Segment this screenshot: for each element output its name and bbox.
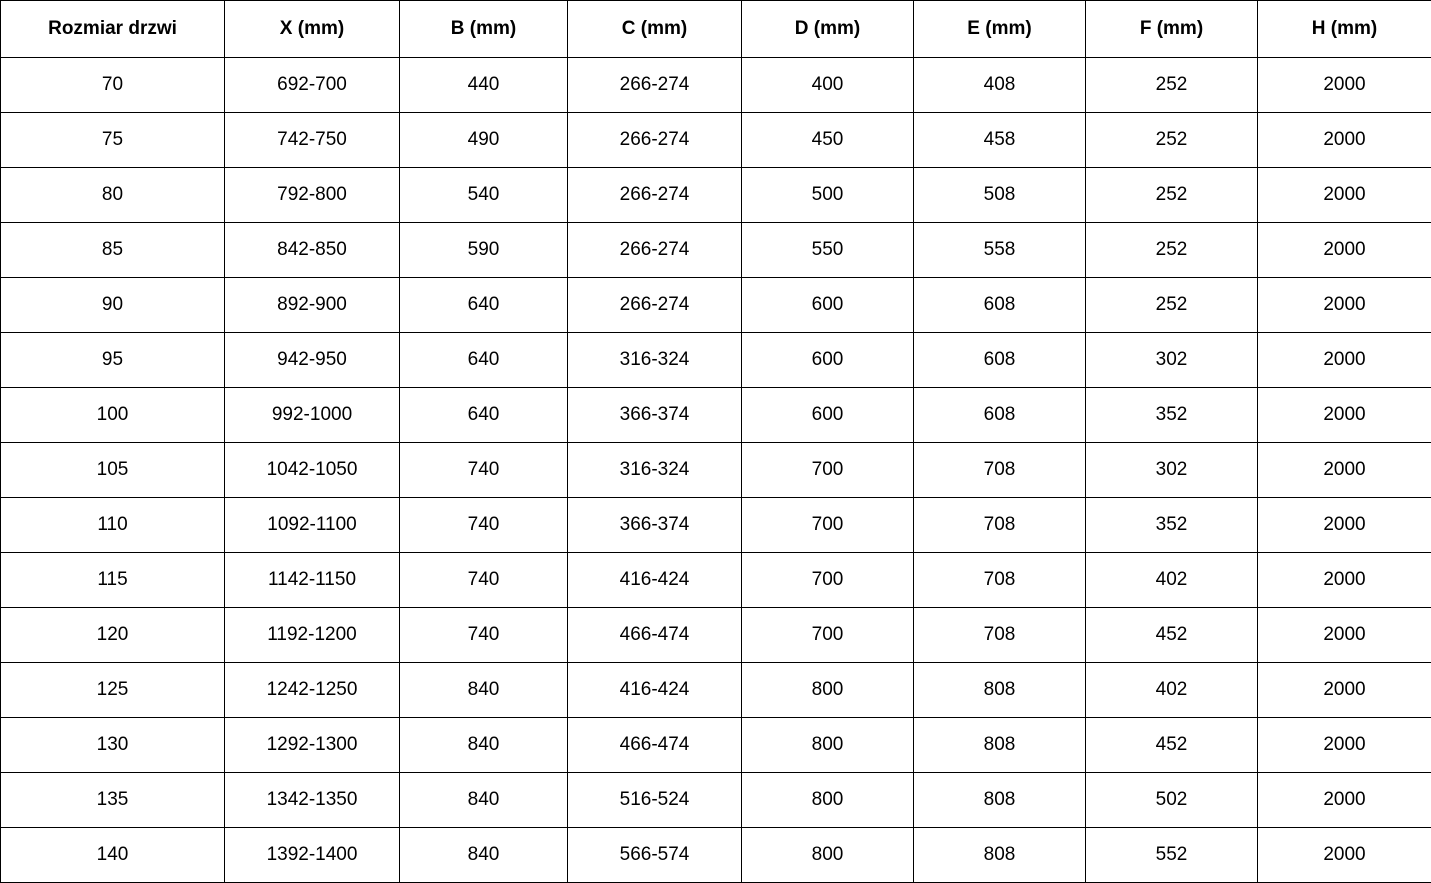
table-row <box>1 333 1431 388</box>
cell-door-size: 135 <box>1 773 225 828</box>
cell-c: 466-474 <box>568 608 742 663</box>
table-row <box>1 388 1431 443</box>
column-header-e: E (mm) <box>914 1 1086 58</box>
table-header-row <box>1 1 1431 58</box>
table-row <box>1 223 1431 278</box>
column-header-b: B (mm) <box>400 1 568 58</box>
cell-f: 502 <box>1086 773 1258 828</box>
cell-d: 550 <box>742 223 914 278</box>
cell-x: 1392-1400 <box>225 828 400 883</box>
cell-door-size: 85 <box>1 223 225 278</box>
cell-b: 840 <box>400 828 568 883</box>
table-row <box>1 168 1431 223</box>
cell-x: 842-850 <box>225 223 400 278</box>
cell-e: 808 <box>914 663 1086 718</box>
cell-c: 266-274 <box>568 223 742 278</box>
cell-h: 2000 <box>1258 553 1431 608</box>
cell-b: 840 <box>400 663 568 718</box>
table-row <box>1 498 1431 553</box>
cell-e: 608 <box>914 278 1086 333</box>
cell-d: 400 <box>742 58 914 113</box>
cell-h: 2000 <box>1258 168 1431 223</box>
cell-c: 416-424 <box>568 663 742 718</box>
cell-f: 252 <box>1086 223 1258 278</box>
cell-b: 840 <box>400 718 568 773</box>
cell-h: 2000 <box>1258 333 1431 388</box>
cell-c: 366-374 <box>568 498 742 553</box>
cell-d: 800 <box>742 828 914 883</box>
cell-e: 458 <box>914 113 1086 168</box>
table-row <box>1 773 1431 828</box>
cell-h: 2000 <box>1258 498 1431 553</box>
cell-door-size: 125 <box>1 663 225 718</box>
cell-x: 942-950 <box>225 333 400 388</box>
cell-d: 600 <box>742 278 914 333</box>
column-header-h: H (mm) <box>1258 1 1431 58</box>
cell-d: 700 <box>742 498 914 553</box>
cell-h: 2000 <box>1258 663 1431 718</box>
cell-b: 740 <box>400 443 568 498</box>
cell-x: 1342-1350 <box>225 773 400 828</box>
cell-f: 252 <box>1086 58 1258 113</box>
table-row <box>1 718 1431 773</box>
cell-door-size: 130 <box>1 718 225 773</box>
cell-door-size: 140 <box>1 828 225 883</box>
cell-f: 402 <box>1086 663 1258 718</box>
cell-b: 540 <box>400 168 568 223</box>
cell-x: 692-700 <box>225 58 400 113</box>
cell-door-size: 115 <box>1 553 225 608</box>
table-row <box>1 828 1431 883</box>
cell-h: 2000 <box>1258 113 1431 168</box>
cell-f: 252 <box>1086 113 1258 168</box>
cell-e: 408 <box>914 58 1086 113</box>
cell-door-size: 120 <box>1 608 225 663</box>
cell-c: 466-474 <box>568 718 742 773</box>
column-header-x: X (mm) <box>225 1 400 58</box>
cell-h: 2000 <box>1258 278 1431 333</box>
cell-h: 2000 <box>1258 223 1431 278</box>
column-header-f: F (mm) <box>1086 1 1258 58</box>
cell-c: 566-574 <box>568 828 742 883</box>
cell-b: 640 <box>400 388 568 443</box>
cell-c: 316-324 <box>568 443 742 498</box>
cell-c: 266-274 <box>568 168 742 223</box>
column-header-d: D (mm) <box>742 1 914 58</box>
cell-f: 352 <box>1086 498 1258 553</box>
cell-h: 2000 <box>1258 828 1431 883</box>
cell-d: 700 <box>742 608 914 663</box>
cell-f: 452 <box>1086 718 1258 773</box>
cell-x: 1042-1050 <box>225 443 400 498</box>
cell-e: 808 <box>914 828 1086 883</box>
cell-d: 800 <box>742 773 914 828</box>
cell-e: 558 <box>914 223 1086 278</box>
cell-b: 590 <box>400 223 568 278</box>
cell-x: 992-1000 <box>225 388 400 443</box>
cell-e: 608 <box>914 388 1086 443</box>
table-row <box>1 58 1431 113</box>
cell-x: 1292-1300 <box>225 718 400 773</box>
cell-f: 352 <box>1086 388 1258 443</box>
cell-b: 440 <box>400 58 568 113</box>
table-row <box>1 553 1431 608</box>
cell-d: 700 <box>742 443 914 498</box>
cell-d: 700 <box>742 553 914 608</box>
cell-h: 2000 <box>1258 388 1431 443</box>
cell-door-size: 75 <box>1 113 225 168</box>
cell-x: 1142-1150 <box>225 553 400 608</box>
cell-f: 302 <box>1086 333 1258 388</box>
cell-e: 808 <box>914 718 1086 773</box>
cell-door-size: 70 <box>1 58 225 113</box>
cell-x: 1242-1250 <box>225 663 400 718</box>
cell-x: 742-750 <box>225 113 400 168</box>
cell-f: 302 <box>1086 443 1258 498</box>
column-header-c: C (mm) <box>568 1 742 58</box>
cell-c: 416-424 <box>568 553 742 608</box>
cell-c: 516-524 <box>568 773 742 828</box>
cell-e: 808 <box>914 773 1086 828</box>
cell-d: 800 <box>742 718 914 773</box>
cell-h: 2000 <box>1258 443 1431 498</box>
cell-b: 740 <box>400 498 568 553</box>
cell-d: 450 <box>742 113 914 168</box>
cell-x: 792-800 <box>225 168 400 223</box>
table-header <box>1 1 1431 58</box>
cell-d: 500 <box>742 168 914 223</box>
cell-e: 608 <box>914 333 1086 388</box>
cell-e: 508 <box>914 168 1086 223</box>
cell-f: 252 <box>1086 278 1258 333</box>
cell-door-size: 90 <box>1 278 225 333</box>
cell-c: 316-324 <box>568 333 742 388</box>
cell-h: 2000 <box>1258 58 1431 113</box>
table-row <box>1 608 1431 663</box>
cell-door-size: 80 <box>1 168 225 223</box>
cell-door-size: 100 <box>1 388 225 443</box>
cell-b: 490 <box>400 113 568 168</box>
cell-h: 2000 <box>1258 773 1431 828</box>
cell-c: 266-274 <box>568 113 742 168</box>
cell-e: 708 <box>914 443 1086 498</box>
column-header-door-size: Rozmiar drzwi <box>1 1 225 58</box>
cell-c: 266-274 <box>568 278 742 333</box>
cell-b: 640 <box>400 278 568 333</box>
cell-b: 740 <box>400 553 568 608</box>
cell-door-size: 105 <box>1 443 225 498</box>
cell-e: 708 <box>914 608 1086 663</box>
cell-b: 840 <box>400 773 568 828</box>
cell-x: 1192-1200 <box>225 608 400 663</box>
table-body <box>1 58 1431 883</box>
table-row <box>1 443 1431 498</box>
cell-x: 892-900 <box>225 278 400 333</box>
cell-e: 708 <box>914 553 1086 608</box>
cell-h: 2000 <box>1258 718 1431 773</box>
cell-h: 2000 <box>1258 608 1431 663</box>
table-row <box>1 278 1431 333</box>
cell-f: 452 <box>1086 608 1258 663</box>
cell-b: 740 <box>400 608 568 663</box>
cell-e: 708 <box>914 498 1086 553</box>
cell-c: 366-374 <box>568 388 742 443</box>
cell-b: 640 <box>400 333 568 388</box>
table-row <box>1 663 1431 718</box>
table-row <box>1 113 1431 168</box>
cell-c: 266-274 <box>568 58 742 113</box>
cell-door-size: 95 <box>1 333 225 388</box>
cell-f: 552 <box>1086 828 1258 883</box>
cell-f: 402 <box>1086 553 1258 608</box>
cell-door-size: 110 <box>1 498 225 553</box>
cell-f: 252 <box>1086 168 1258 223</box>
cell-x: 1092-1100 <box>225 498 400 553</box>
cell-d: 800 <box>742 663 914 718</box>
cell-d: 600 <box>742 388 914 443</box>
cell-d: 600 <box>742 333 914 388</box>
